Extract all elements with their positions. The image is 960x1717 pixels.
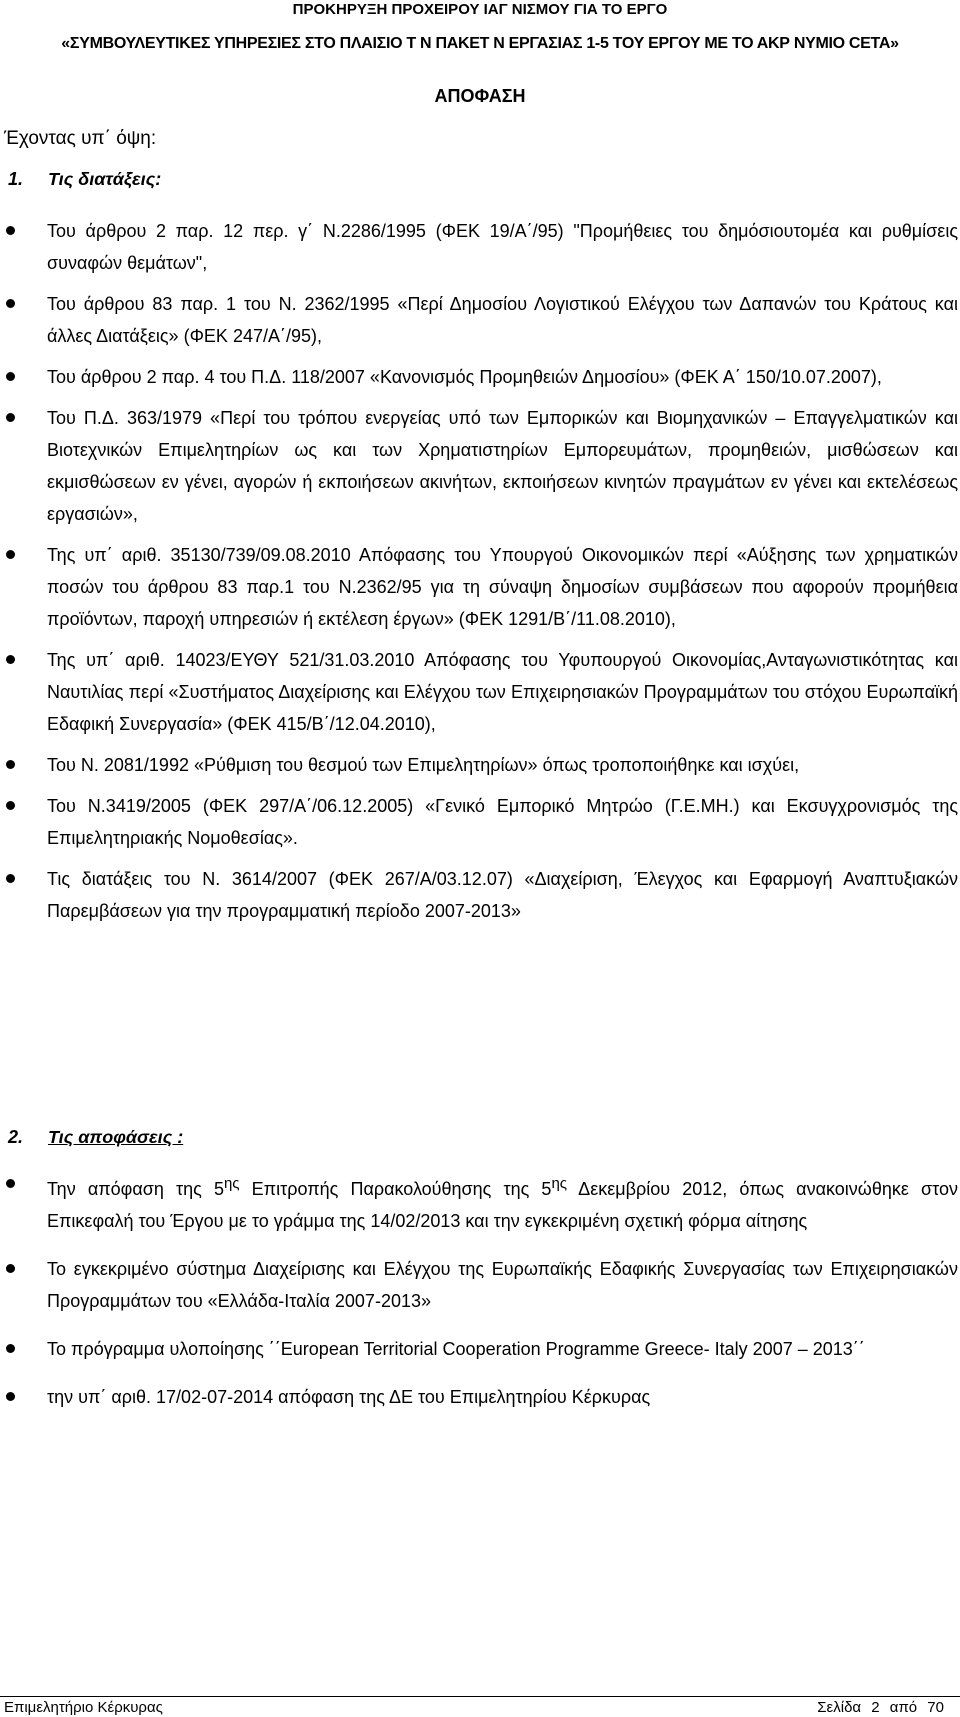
list-item-text: Της υπ΄ αριθ. 35130/739/09.08.2010 Απόφασης του Υπουργού Οικονομικών περί «Αύξησης των χρηματικών ποσών του άρθρου 83 παρ.1 του Ν.2362/95 για τη σύναψη δημοσίων συμβάσεων που αφορούν προμήθεια προϊόντων, παροχή υπηρεσιών ή εκτέλεση έργων» (ΦΕΚ 1291/Β΄/11.08.2010),	[47, 545, 958, 629]
list-item	[0, 215, 960, 279]
list-item	[0, 863, 960, 927]
list-item	[0, 749, 960, 781]
section-1-title: Τις διατάξεις:	[48, 169, 162, 189]
page-footer	[0, 1696, 960, 1717]
list-item	[0, 1381, 960, 1413]
bullet-icon	[6, 1392, 15, 1401]
list-item	[0, 644, 960, 740]
provisions-list	[0, 215, 960, 936]
bullet-icon	[6, 372, 15, 381]
list-item	[0, 288, 960, 352]
section-1-heading	[8, 167, 161, 191]
list-item	[0, 402, 960, 530]
list-item-text: Του άρθρου 2 παρ. 4 του Π.Δ. 118/2007 «Κανονισμός Προμηθειών Δημοσίου» (ΦΕΚ Α΄ 150/10.07.2007),	[47, 367, 882, 387]
bullet-icon	[6, 655, 15, 664]
list-item	[0, 361, 960, 393]
list-item-text: Του Ν.3419/2005 (ΦΕΚ 297/Α΄/06.12.2005) «Γενικό Εμπορικό Μητρώο (Γ.Ε.ΜΗ.) και Εκσυγχρονισμός της Επιμελητηριακής Νομοθεσίας».	[47, 796, 958, 848]
section-2-heading	[8, 1125, 183, 1149]
bullet-icon	[6, 801, 15, 810]
decision-title: ΑΠΟΦΑΣΗ	[434, 86, 526, 106]
list-item-text: Του άρθρου 83 παρ. 1 του Ν. 2362/1995 «Περί Δημοσίου Λογιστικού Ελέγχου των Δαπανών του Κράτους και άλλες Διατάξεις» (ΦΕΚ 247/Α΄/95),	[47, 294, 958, 346]
bullet-icon	[6, 1344, 15, 1353]
list-item-text: Του Ν. 2081/1992 «Ρύθμιση του θεσμού των Επιμελητηρίων» όπως τροποποιήθηκε και ισχύει,	[47, 755, 800, 775]
decisions-list	[0, 1168, 960, 1429]
bullet-icon	[6, 1179, 15, 1188]
bullet-icon	[6, 226, 15, 235]
list-item-text: Την απόφαση της $5^{\eta\varsigma}$ Επιτροπής Παρακολούθησης της $5^{\eta\varsigma}$ Δεκεμβρίου 2012, όπως ανακοινώθηκε στον Επικεφαλή του Έργου με το γράμμα της 14/02/2013 και την εγκεκριμένη σχετική φόρμα αίτησης	[47, 1175, 958, 1231]
list-item-text: Το πρόγραμμα υλοποίησης ΄΄European Territorial Cooperation Programme Greece- Italy 2007 – 2013΄΄	[47, 1339, 865, 1359]
section-2-number: 2.	[8, 1127, 24, 1147]
list-item-text: Του άρθρου 2 παρ. 12 περ. γ΄ Ν.2286/1995 (ΦΕΚ 19/Α΄/95) "Προμήθειες του δημόσιουτομέα και ρυθμίσεις συναφών θεμάτων",	[47, 221, 958, 273]
bullet-icon	[6, 1264, 15, 1273]
bullet-icon	[6, 760, 15, 769]
section-2-title: Τις αποφάσεις :	[48, 1127, 184, 1147]
page-number: Σελίδα 2 από 70	[817, 1699, 944, 1716]
superscript: ης	[223, 1175, 240, 1192]
list-item	[0, 539, 960, 635]
document-header-title: ΠΡΟΚΗΡΥΞΗ ΠΡΟΧΕΙΡΟΥ ΙΑΓ ΝΙΣΜΟΥ ΓΙΑ ΤΟ ΕΡΓΟ	[292, 1, 668, 18]
list-item-text: Τις διατάξεις του Ν. 3614/2007 (ΦΕΚ 267/Α/03.12.07) «Διαχείριση, Έλεγχος και Εφαρμογή Αναπτυξιακών Παρεμβάσεων για την προγραμματική περίοδο 2007-2013»	[47, 869, 958, 921]
bullet-icon	[6, 874, 15, 883]
list-item-text: Του Π.Δ. 363/1979 «Περί του τρόπου ενεργείας υπό των Εμπορικών και Βιομηχανικών – Επαγγελματικών και Βιοτεχνικών Επιμελητηρίων ως και των Χρηματιστηρίων Εμπορευμάτων, προμηθειών, μισθώσεων και εκμισθώσεων εν γένει, αγορών ή εκποιήσεων ακινήτων, εκποιήσεων κινητών πραγμάτων εν γένει και εκτελέσεως εργασιών»,	[47, 408, 958, 524]
bullet-icon	[6, 550, 15, 559]
list-item	[0, 1333, 960, 1365]
list-item	[0, 1253, 960, 1317]
list-item	[0, 1168, 960, 1237]
list-item-text: Της υπ΄ αριθ. 14023/ΕΥΘΥ 521/31.03.2010 Απόφασης του Υφυπουργού Οικονομίας,Ανταγωνιστικότητας και Ναυτιλίας περί «Συστήματος Διαχείρισης και Ελέγχου των Επιχειρησιακών Προγραμμάτων του στόχου Ευρωπαϊκή Εδαφική Συνεργασία» (ΦΕΚ 415/Β΄/12.04.2010),	[47, 650, 958, 734]
bullet-icon	[6, 413, 15, 422]
footer-organization: Επιμελητήριο Κέρκυρας	[4, 1699, 163, 1716]
list-item	[0, 790, 960, 854]
superscript: ης	[551, 1175, 568, 1192]
section-1-number: 1.	[8, 169, 24, 189]
bullet-icon	[6, 299, 15, 308]
document-header-subtitle: «ΣΥΜΒΟΥΛΕΥΤΙΚΕΣ ΥΠΗΡΕΣΙΕΣ ΣΤΟ ΠΛΑΙΣΙΟ Τ Ν ΠΑΚΕΤ Ν ΕΡΓΑΣΙΑΣ 1-5 ΤΟΥ ΕΡΓΟΥ ΜΕ ΤΟ ΑΚΡ ΝΥΜΙΟ CETA»	[61, 35, 899, 52]
list-item-text: την υπ΄ αριθ. 17/02-07-2014 απόφαση της ΔΕ του Επιμελητηρίου Κέρκυρας	[47, 1387, 651, 1407]
intro-text: Έχοντας υπ΄ όψη:	[4, 128, 157, 149]
list-item-text: Το εγκεκριμένο σύστημα Διαχείρισης και Ελέγχου της Ευρωπαϊκής Εδαφικής Συνεργασίας των Επιχειρησιακών Προγραμμάτων του «Ελλάδα-Ιταλία 2007-2013»	[47, 1259, 958, 1311]
